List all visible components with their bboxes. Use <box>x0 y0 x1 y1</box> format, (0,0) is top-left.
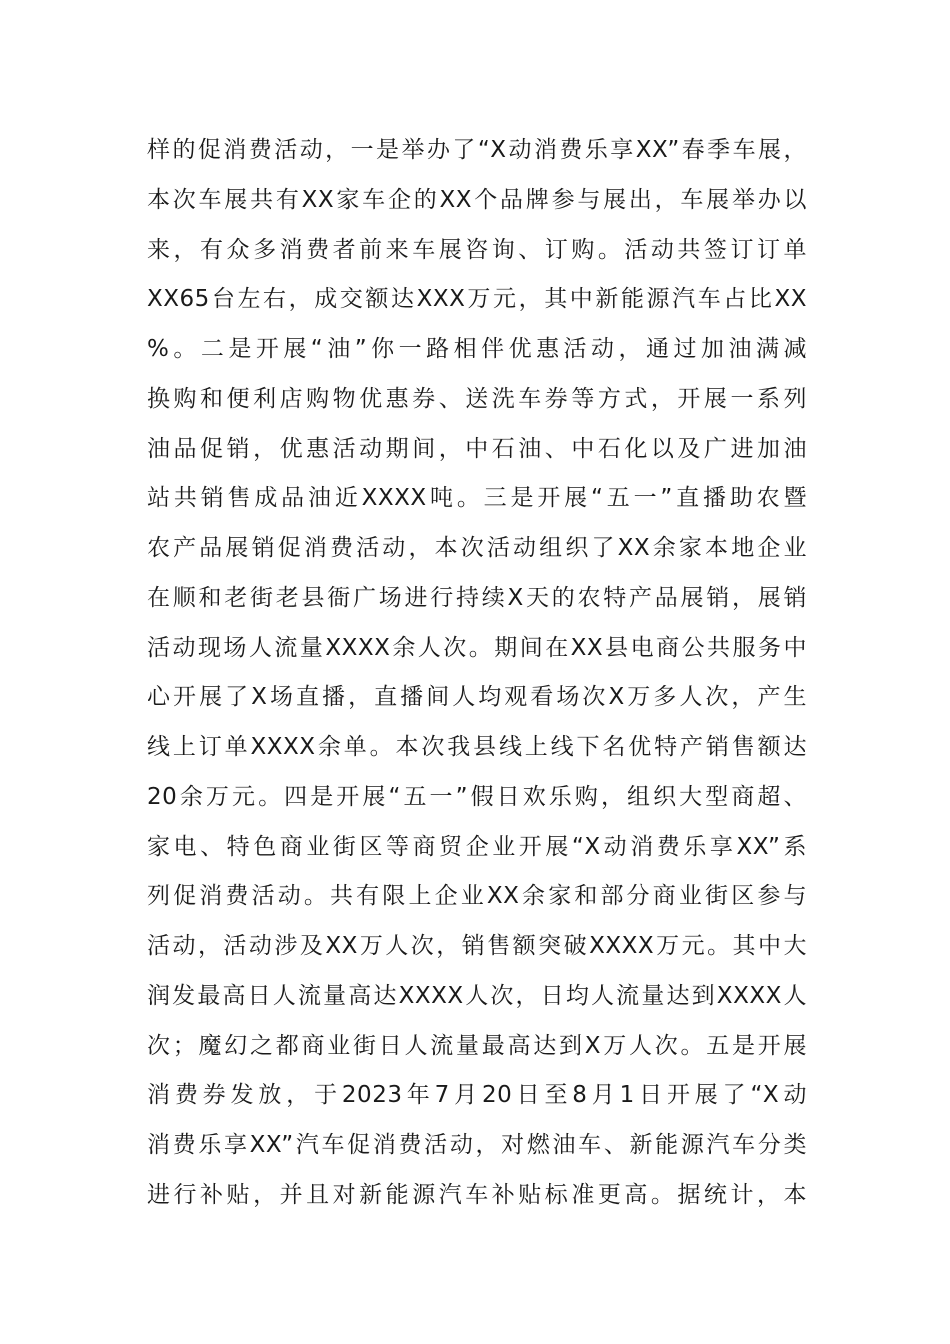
text-line-13: 线上订单XXXX余单。本次我县线上线下名优特产销售额达 <box>147 734 807 760</box>
body-text <box>147 126 807 1221</box>
text-line-4: XX65台左右，成交额达XXX万元，其中新能源汽车占比XX <box>147 286 807 313</box>
text-line-1: 样的促消费活动，一是举办了“X动消费乐享XX”春季车展， <box>147 137 807 163</box>
text-line-14: 20余万元。四是开展“五一”假日欢乐购，组织大型商超、 <box>147 783 807 810</box>
text-line-19: 次；魔幻之都商业街日人流量最高达到X万人次。五是开展 <box>147 1032 807 1059</box>
text-line-18: 润发最高日人流量高达XXXX人次，日均人流量达到XXXX人 <box>147 982 807 1009</box>
text-line-16: 列促消费活动。共有限上企业XX余家和部分商业街区参与 <box>147 883 807 910</box>
text-line-5: %。二是开展“油”你一路相伴优惠活动，通过加油满减 <box>147 336 807 362</box>
text-line-8: 站共销售成品油近XXXX吨。三是开展“五一”直播助农暨 <box>147 485 807 512</box>
text-line-9: 农产品展销促消费活动，本次活动组织了XX余家本地企业 <box>147 535 807 561</box>
text-line-2: 本次车展共有XX家车企的XX个品牌参与展出，车展举办以 <box>147 186 807 213</box>
text-line-3: 来，有众多消费者前来车展咨询、订购。活动共签订订单 <box>147 236 807 263</box>
text-line-12: 心开展了X场直播，直播间人均观看场次X万多人次，产生 <box>147 684 807 711</box>
text-line-20: 消费券发放，于2023年7月20日至8月1日开展了“X动 <box>147 1082 807 1109</box>
text-line-21: 消费乐享XX”汽车促消费活动，对燃油车、新能源汽车分类 <box>147 1132 807 1158</box>
text-line-6: 换购和便利店购物优惠券、送洗车券等方式，开展一系列 <box>147 385 807 412</box>
text-line-17: 活动，活动涉及XX万人次，销售额突破XXXX万元。其中大 <box>147 933 807 959</box>
text-line-7: 油品促销，优惠活动期间，中石油、中石化以及广进加油 <box>147 435 807 462</box>
text-line-15: 家电、特色商业街区等商贸企业开展“X动消费乐享XX”系 <box>147 833 807 860</box>
text-line-22: 进行补贴，并且对新能源汽车补贴标准更高。据统计，本 <box>147 1181 807 1208</box>
text-line-10: 在顺和老街老县衙广场进行持续X天的农特产品展销，展销 <box>147 584 807 611</box>
text-line-11: 活动现场人流量XXXX余人次。期间在XX县电商公共服务中 <box>147 634 807 661</box>
